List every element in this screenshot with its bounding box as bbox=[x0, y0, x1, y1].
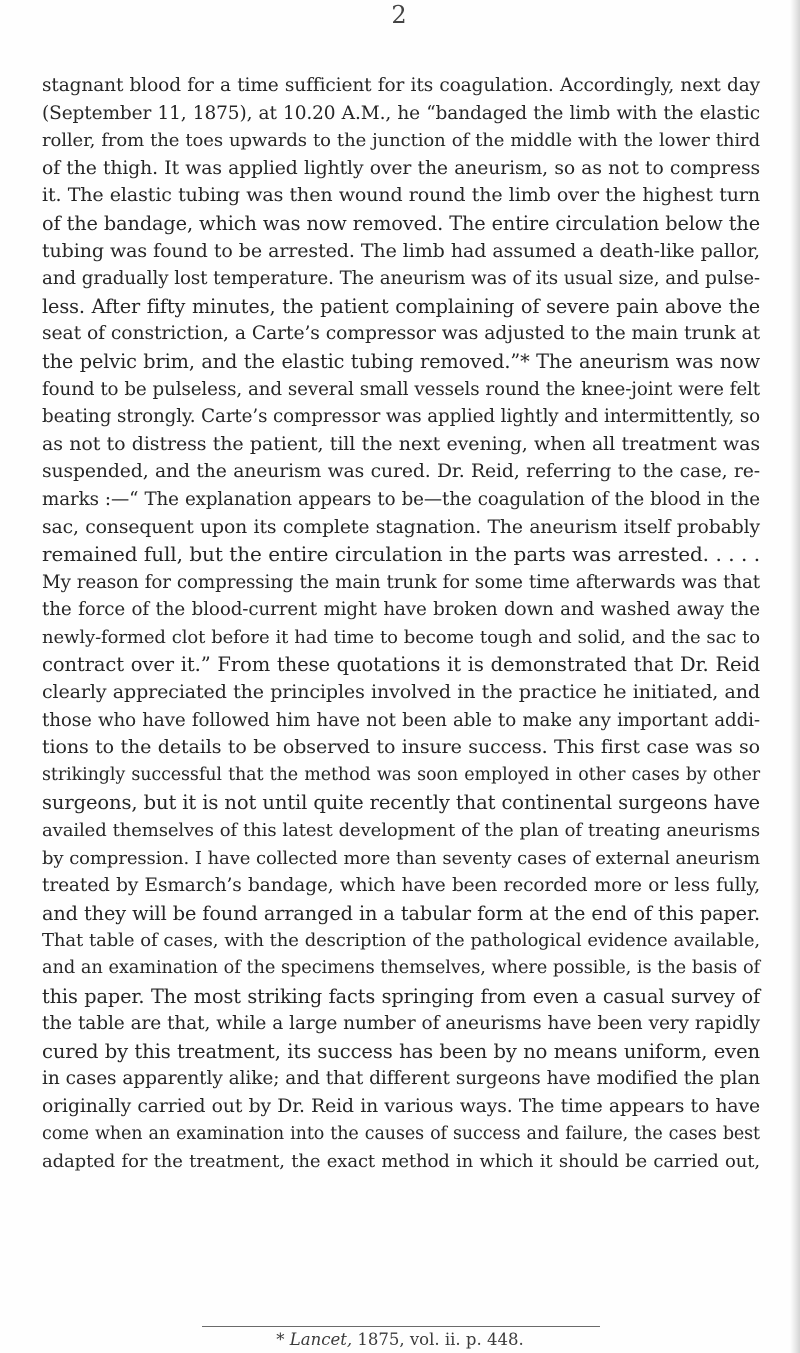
body-line: of the bandage, which was now removed. The entire circulation below the bbox=[42, 211, 760, 235]
page-edge-shadow bbox=[790, 0, 800, 1353]
body-line: of the thigh. It was applied lightly over the aneurism, so as not to compress bbox=[42, 157, 760, 179]
body-line: this paper. The most striking facts springing from even a casual survey of bbox=[42, 984, 760, 1008]
footnote bbox=[0, 1330, 800, 1350]
body-line: the force of the blood-current might have broken down and washed away the bbox=[42, 599, 760, 621]
body-line: the table are that, while a large number of aneurisms have been very rapidly bbox=[42, 1013, 760, 1035]
body-line: come when an examination into the causes of success and failure, the cases best bbox=[42, 1123, 760, 1144]
body-line: by compression. I have collected more than seventy cases of external aneurism bbox=[42, 847, 760, 869]
body-line: the pelvic brim, and the elastic tubing removed.”* The aneurism was now bbox=[42, 349, 760, 373]
body-line: found to be pulseless, and several small vessels round the knee-joint were felt bbox=[42, 378, 760, 400]
footnote-citation: 1875, vol. ii. p. 448. bbox=[352, 1330, 524, 1349]
body-line: My reason for compressing the main trunk for some time afterwards was that bbox=[42, 571, 760, 593]
body-line: those who have followed him have not been able to make any important addi- bbox=[42, 709, 760, 731]
body-line: adapted for the treatment, the exact method in which it should be carried out, bbox=[42, 1151, 760, 1173]
body-line: roller, from the toes upwards to the junction of the middle with the lower third bbox=[42, 130, 760, 152]
body-line: as not to distress the patient, till the next evening, when all treatment was bbox=[42, 432, 760, 455]
body-line: contract over it.” From these quotations it is demonstrated that Dr. Reid bbox=[42, 653, 760, 677]
body-line: availed themselves of this latest development of the plan of treating aneurisms bbox=[42, 820, 760, 842]
body-line: in cases apparently alike; and that different surgeons have modified the plan bbox=[42, 1068, 760, 1090]
page-number: 2 bbox=[391, 1, 407, 29]
body-line: treated by Esmarch’s bandage, which have been recorded more or less fully, bbox=[42, 875, 760, 897]
body-line: seat of constriction, a Carte’s compressor was adjusted to the main trunk at bbox=[42, 323, 760, 345]
body-line: remained full, but the entire circulation in the parts was arrested. . . . . bbox=[42, 542, 760, 567]
body-text bbox=[42, 72, 760, 1176]
body-line: it. The elastic tubing was then wound round the limb over the highest turn bbox=[42, 184, 760, 207]
body-line: tubing was found to be arrested. The limb had assumed a death-like pallor, bbox=[42, 239, 760, 262]
body-line: suspended, and the aneurism was cured. Dr. Reid, referring to the case, re- bbox=[42, 461, 760, 483]
body-line: sac, consequent upon its complete stagnation. The aneurism itself probably bbox=[42, 516, 760, 538]
body-line: less. After fifty minutes, the patient complaining of severe pain above the bbox=[42, 294, 760, 318]
body-line: and an examination of the specimens themselves, where possible, is the basis of bbox=[42, 958, 760, 978]
body-line: surgeons, but it is not until quite recently that continental surgeons have bbox=[42, 791, 760, 815]
footnote-divider bbox=[202, 1326, 600, 1327]
body-line: cured by this treatment, its success has been by no means uniform, even bbox=[42, 1039, 760, 1063]
body-line: and gradually lost temperature. The aneurism was of its usual size, and pulse- bbox=[42, 268, 760, 290]
body-line: stagnant blood for a time sufficient for its coagulation. Accordingly, next day bbox=[42, 75, 760, 96]
body-line: originally carried out by Dr. Reid in various ways. The time appears to have bbox=[42, 1095, 760, 1117]
body-line: newly-formed clot before it had time to become tough and solid, and the sac to bbox=[42, 626, 760, 648]
body-line: tions to the details to be observed to insure success. This first case was so bbox=[42, 736, 760, 759]
body-line: That table of cases, with the description of the pathological evidence available, bbox=[42, 930, 760, 952]
body-line: beating strongly. Carte’s compressor was applied lightly and intermittently, so bbox=[42, 406, 760, 428]
body-line: (September 11, 1875), at 10.20 A.M., he “bandaged the limb with the elastic bbox=[42, 102, 760, 124]
body-line: clearly appreciated the principles involved in the practice he initiated, and bbox=[42, 681, 760, 704]
footnote-marker: * bbox=[276, 1330, 290, 1349]
body-line: marks :—“ The explanation appears to be—the coagulation of the blood in the bbox=[42, 488, 760, 510]
body-line: strikingly successful that the method was soon employed in other cases by other bbox=[42, 764, 760, 785]
footnote-source: Lancet, bbox=[289, 1330, 353, 1349]
body-line: and they will be found arranged in a tabular form at the end of this paper. bbox=[42, 901, 760, 925]
